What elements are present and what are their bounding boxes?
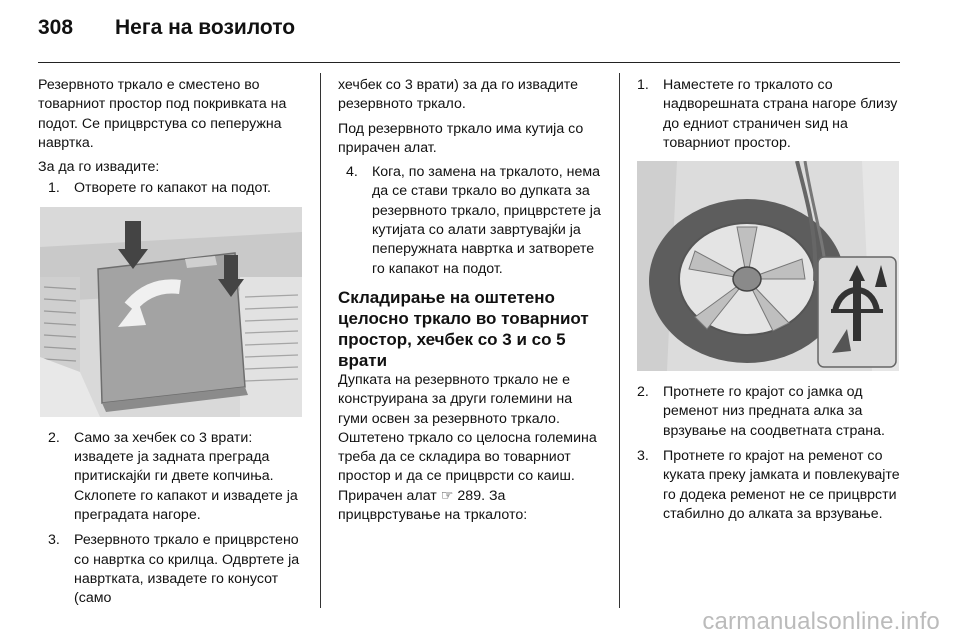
step-text: Наместете го тркалото со надворешната страна нагоре близу до едниот страничен sид на товарниот простор.	[663, 77, 898, 151]
step-text: Само за хечбек со 3 врати: извадете ја задната преграда притискајќи ги двете копчиња. Склопете го капакот и извадете ја преградата нагоре.	[74, 429, 298, 523]
page-number: 308	[38, 16, 74, 39]
column-3	[637, 76, 903, 530]
step-2-pass-strap-loop	[637, 383, 903, 441]
step-text: Кога, по замена на тркалото, нема да се стави тркало во дупката за резервното тркало, прицврстете ја кутијата со алати завртувајќи ја пеперужната навртка и затворете го капакот на подот.	[372, 164, 601, 277]
step-3-wing-nut	[48, 531, 302, 608]
toolkit-note: Под резервното тркало има кутија со прирачен алат.	[338, 120, 584, 156]
step-number: 3.	[637, 448, 649, 465]
step-3-continuation: хечбек со 3 врати) за да го извадите резервното тркало.	[338, 77, 579, 113]
step-number: 4.	[346, 164, 358, 181]
step-1-position-wheel	[637, 76, 903, 153]
header-rule	[38, 62, 900, 63]
column-2	[338, 76, 604, 530]
step-number: 2.	[48, 429, 60, 446]
section-body-text-end: 289. За прицврстување на тркалото:	[338, 487, 528, 524]
step-text: Отворете го капакот на подот.	[74, 180, 271, 197]
step-number: 2.	[637, 384, 649, 401]
step-number: 1.	[637, 77, 649, 93]
page-reference-icon: ☞	[440, 487, 454, 504]
figure-wheel-strap	[637, 161, 899, 371]
section-body-text: Дупката на резервното тркало не е конструирана за други големини на гуми освен за резервното тркало. Оштетено тркало со целосна големина треба да се складира во товарниот простор и да се прицврсти со каиш. Прирачен алат	[338, 371, 597, 504]
watermark: carmanualsonline.info	[702, 608, 940, 635]
step-3-tighten-strap	[637, 447, 903, 524]
section-body	[338, 371, 604, 525]
column-divider-1	[320, 73, 321, 608]
to-remove-label: За да го извадите:	[38, 159, 160, 176]
step-number: 3.	[48, 532, 60, 549]
step-text: Резервното тркало е прицврстено со навртка со крилца. Одвртете ја навртката, извадете го конусот (само	[74, 532, 300, 607]
step-2-remove-partition	[48, 429, 302, 525]
column-divider-2	[619, 73, 620, 608]
column-1	[38, 76, 302, 614]
figure-floor-cover	[40, 207, 302, 417]
step-text: Протнете го крајот со јамка од ременот низ предната алка за врзување на соодветната страна.	[663, 384, 885, 439]
step-text: Протнете го крајот на ременот со куката преку јамката и повлекувајте го додека ременот не се прицврсти стабилно до алката за врзување.	[663, 448, 900, 522]
step-1-open-floor	[48, 179, 302, 198]
section-heading: Складирање на оштетено целосно тркало во товарниот простор, хечбек со 3 и со 5 врати	[338, 287, 589, 370]
chapter-title: Нега на возилото	[115, 16, 296, 39]
intro-paragraph: Резервното тркало е сместено во товарниот простор под покривката на подот. Се прицврстува со пеперужна навртка.	[38, 77, 287, 151]
step-number: 1.	[48, 180, 60, 197]
step-4-secure-toolbox	[346, 163, 604, 279]
